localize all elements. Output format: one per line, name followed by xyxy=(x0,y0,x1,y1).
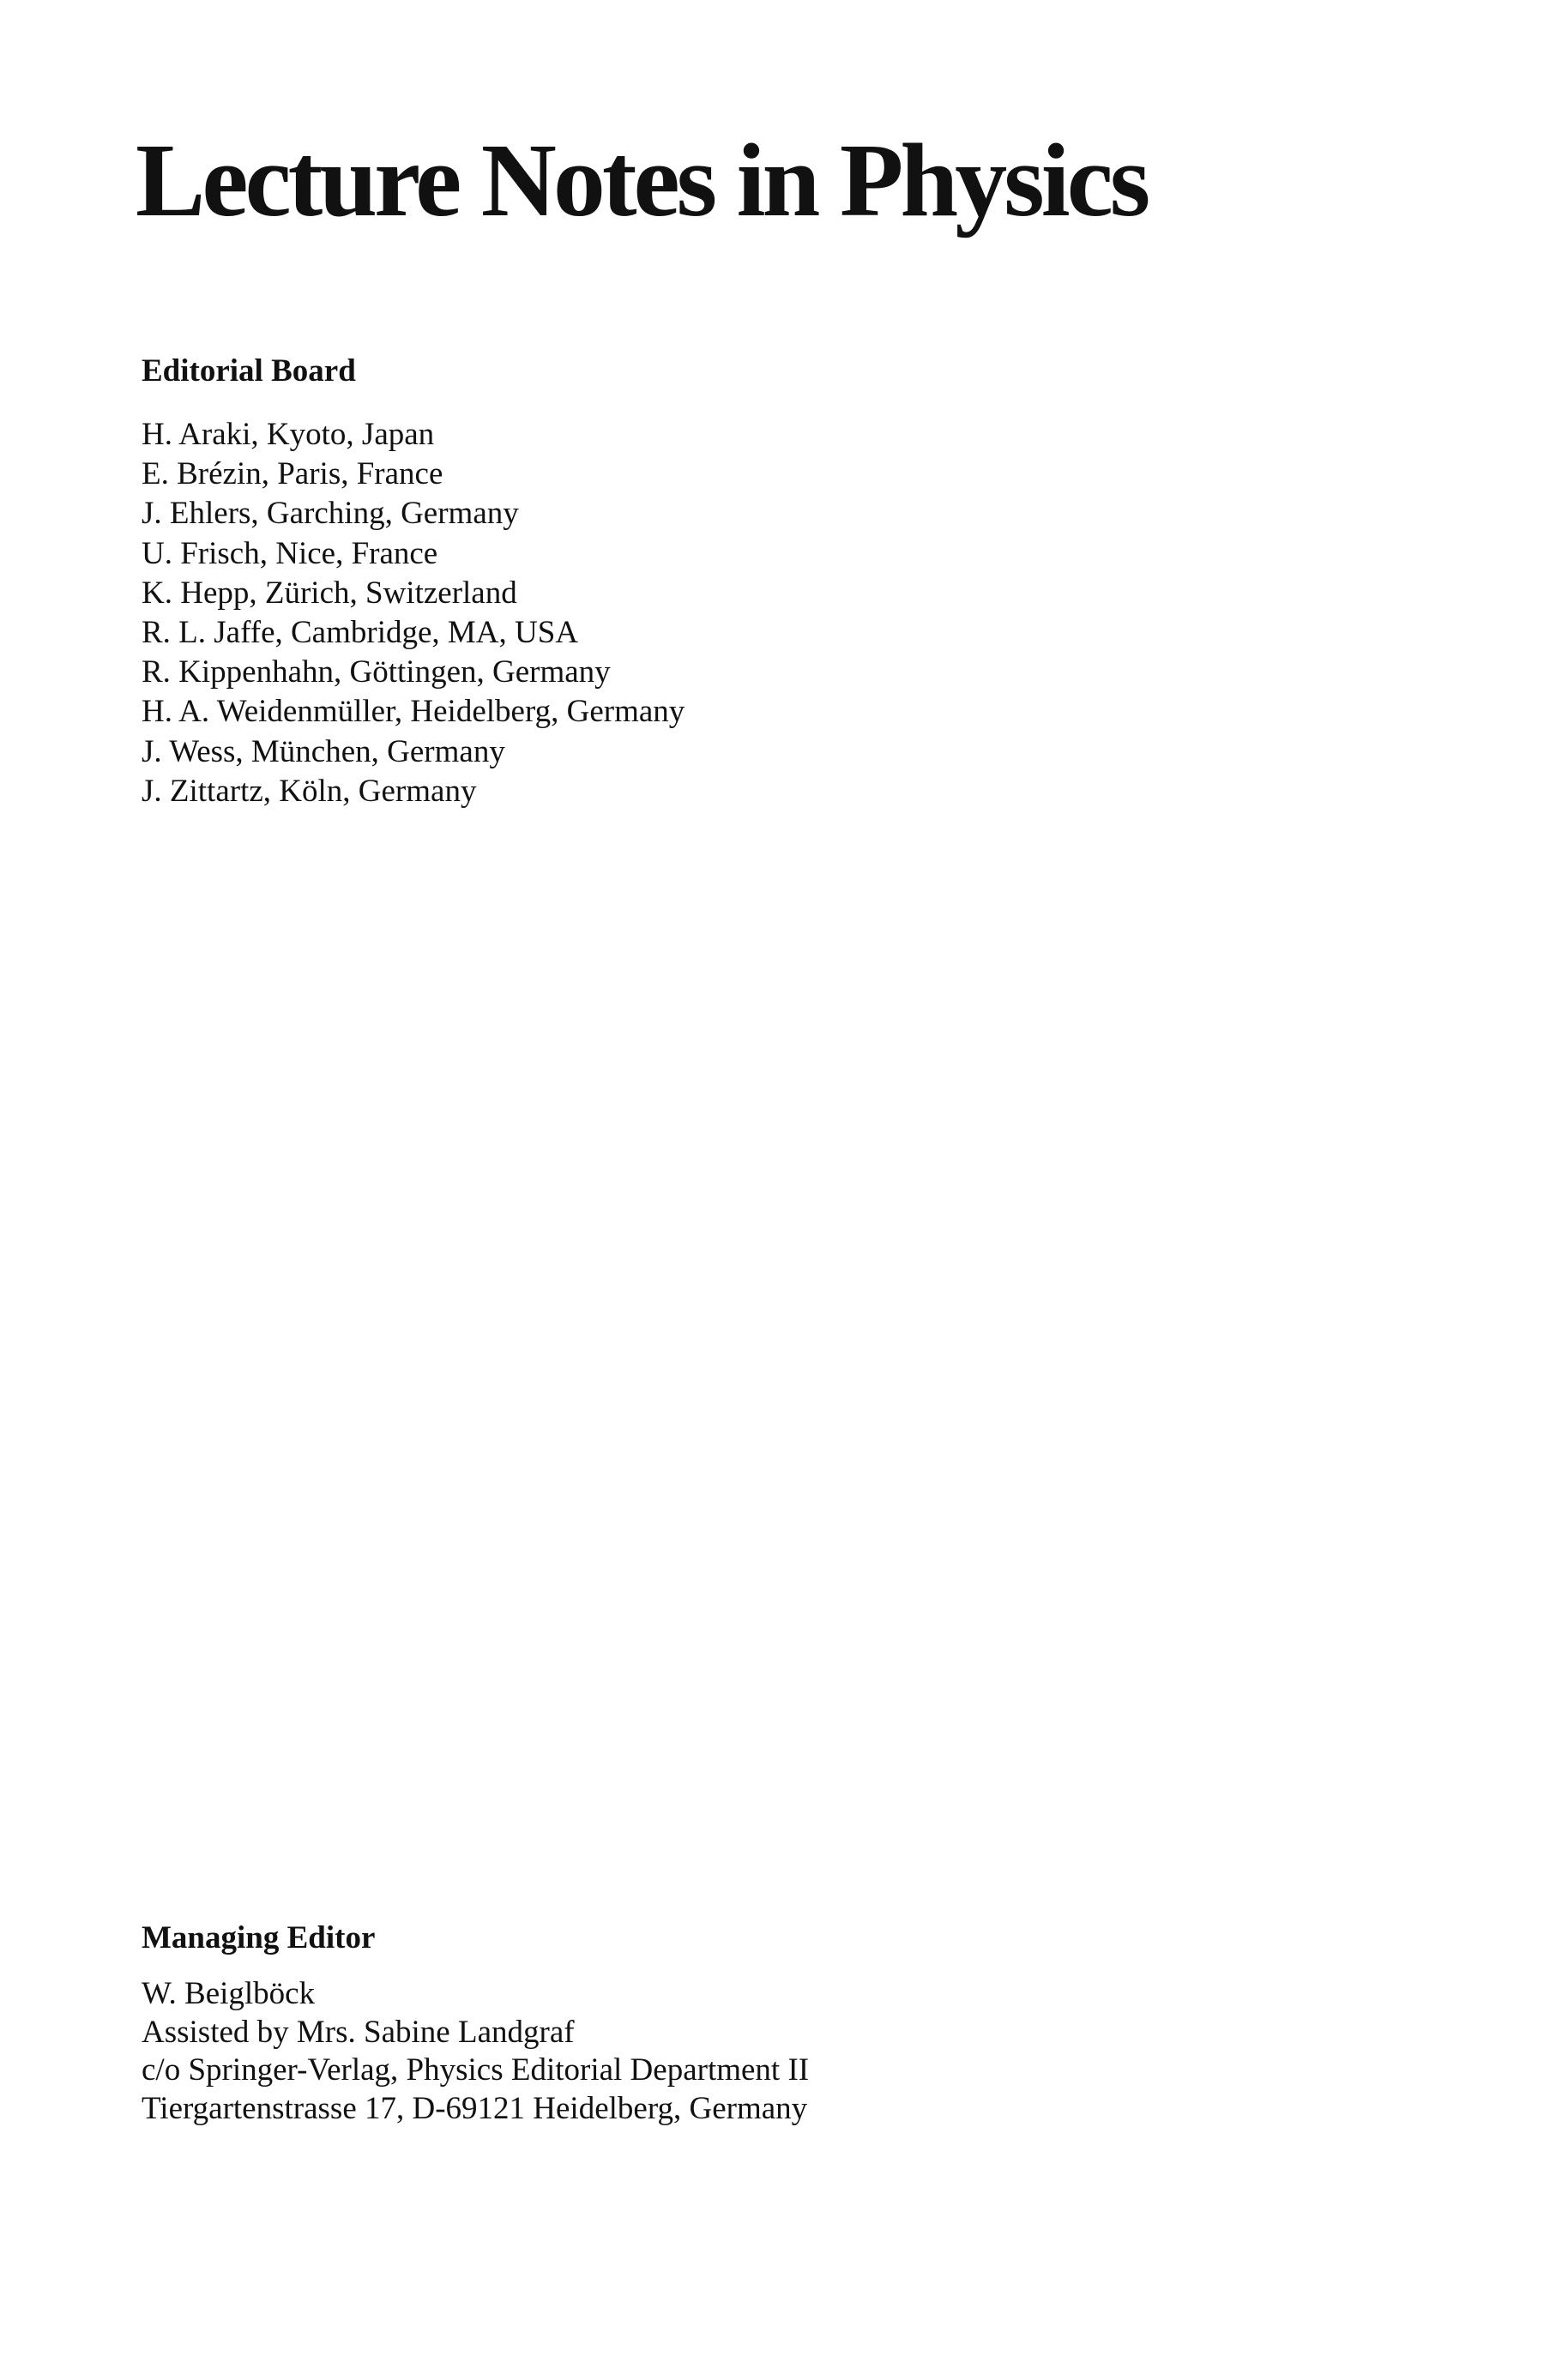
address-line: Tiergartenstrasse 17, D-69121 Heidelberg, Germany xyxy=(142,2090,808,2126)
board-member: H. Araki, Kyoto, Japan xyxy=(142,417,435,452)
editorial-board-list xyxy=(142,415,685,811)
assistant-line: Assisted by Mrs. Sabine Landgraf xyxy=(142,2014,575,2050)
address-line: c/o Springer-Verlag, Physics Editorial Department II xyxy=(142,2052,810,2088)
managing-editor-block xyxy=(142,1975,809,2128)
board-member: U. Frisch, Nice, France xyxy=(142,535,438,571)
managing-editor-name: W. Beiglböck xyxy=(142,1976,316,2011)
series-title: Lecture Notes in Physics xyxy=(136,123,1148,238)
board-member: J. Ehlers, Garching, Germany xyxy=(142,496,519,532)
board-member: K. Hepp, Zürich, Switzerland xyxy=(142,575,517,611)
board-member: R. L. Jaffe, Cambridge, MA, USA xyxy=(142,615,579,651)
board-member: R. Kippenhahn, Göttingen, Germany xyxy=(142,654,611,690)
board-member: H. A. Weidenmüller, Heidelberg, Germany xyxy=(142,694,685,730)
managing-editor-heading: Managing Editor xyxy=(142,1920,376,1955)
board-member: E. Brézin, Paris, France xyxy=(142,456,443,492)
board-member: J. Zittartz, Köln, Germany xyxy=(142,773,477,809)
board-member: J. Wess, München, Germany xyxy=(142,733,505,769)
editorial-board-heading: Editorial Board xyxy=(142,353,356,389)
